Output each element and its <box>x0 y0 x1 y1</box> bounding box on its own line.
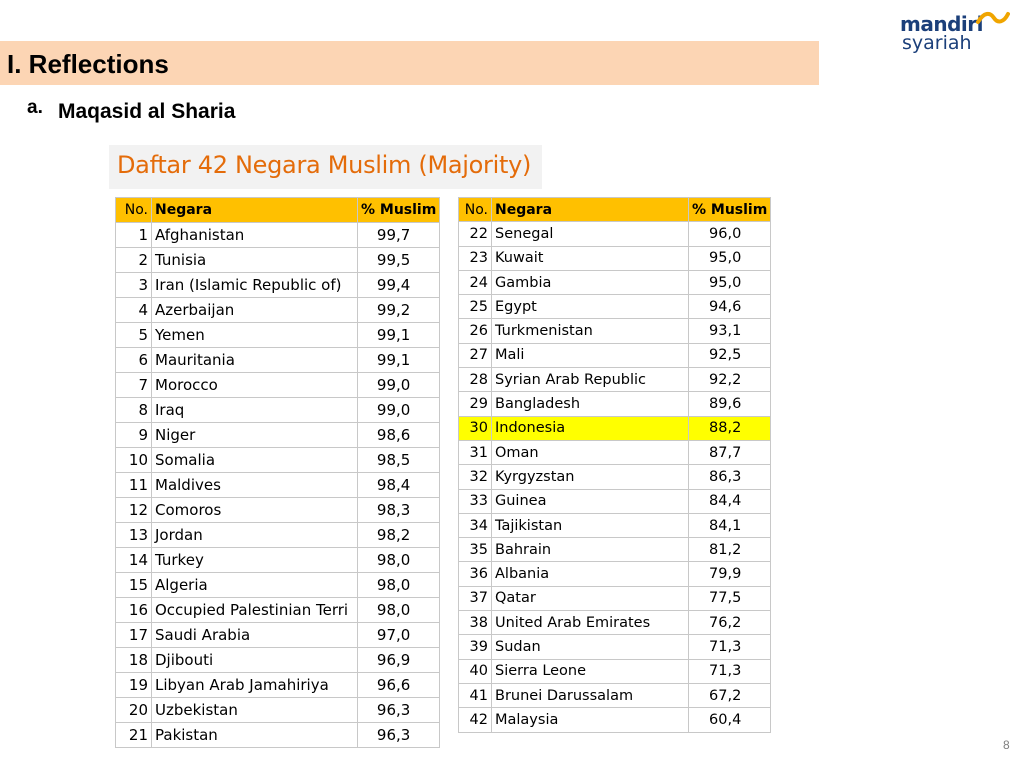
table-row <box>116 673 440 698</box>
row-number: 12 <box>116 498 152 523</box>
percent-cell: 99,0 <box>358 398 440 423</box>
row-number: 41 <box>459 683 492 707</box>
percent-cell: 71,3 <box>689 659 771 683</box>
row-number: 2 <box>116 248 152 273</box>
row-number: 42 <box>459 708 492 732</box>
row-number: 7 <box>116 373 152 398</box>
table-row <box>116 698 440 723</box>
country-cell: Mali <box>492 343 689 367</box>
row-number: 38 <box>459 611 492 635</box>
row-number: 4 <box>116 298 152 323</box>
percent-cell: 99,1 <box>358 323 440 348</box>
table-row <box>459 489 771 513</box>
country-cell: Saudi Arabia <box>152 623 358 648</box>
country-cell: Tajikistan <box>492 513 689 537</box>
table-row <box>116 348 440 373</box>
table-row <box>116 423 440 448</box>
table-row <box>116 448 440 473</box>
percent-cell: 76,2 <box>689 611 771 635</box>
row-number: 3 <box>116 273 152 298</box>
country-cell: Gambia <box>492 270 689 294</box>
muslim-countries-table-right <box>458 197 771 733</box>
country-cell: Azerbaijan <box>152 298 358 323</box>
country-cell: Pakistan <box>152 723 358 748</box>
table-row <box>116 248 440 273</box>
percent-cell: 99,0 <box>358 373 440 398</box>
percent-cell: 98,5 <box>358 448 440 473</box>
country-cell: Somalia <box>152 448 358 473</box>
percent-cell: 60,4 <box>689 708 771 732</box>
country-cell: Sierra Leone <box>492 659 689 683</box>
country-cell: Guinea <box>492 489 689 513</box>
muslim-countries-table-left <box>115 197 440 748</box>
table-caption: Daftar 42 Negara Muslim (Majority) <box>117 151 532 179</box>
country-cell: Iran (Islamic Republic of) <box>152 273 358 298</box>
mandiri-syariah-logo <box>896 8 1016 60</box>
country-cell: Yemen <box>152 323 358 348</box>
col-header-country: Negara <box>492 198 689 222</box>
row-number: 15 <box>116 573 152 598</box>
row-number: 29 <box>459 392 492 416</box>
table-row <box>459 586 771 610</box>
section-title: I. Reflections <box>7 49 169 79</box>
table-row <box>116 623 440 648</box>
percent-cell: 84,4 <box>689 489 771 513</box>
table-row <box>116 298 440 323</box>
country-cell: Sudan <box>492 635 689 659</box>
row-number: 8 <box>116 398 152 423</box>
country-cell: Libyan Arab Jamahiriya <box>152 673 358 698</box>
percent-cell: 99,5 <box>358 248 440 273</box>
country-cell: Syrian Arab Republic <box>492 368 689 392</box>
table-row <box>116 223 440 248</box>
country-cell: Qatar <box>492 586 689 610</box>
row-number: 21 <box>116 723 152 748</box>
percent-cell: 94,6 <box>689 295 771 319</box>
percent-cell: 98,0 <box>358 573 440 598</box>
percent-cell: 98,6 <box>358 423 440 448</box>
table-row <box>116 273 440 298</box>
table-row <box>116 398 440 423</box>
row-number: 9 <box>116 423 152 448</box>
table-row <box>459 708 771 732</box>
row-number: 1 <box>116 223 152 248</box>
row-number: 26 <box>459 319 492 343</box>
country-cell: Turkmenistan <box>492 319 689 343</box>
col-header-percent: % Muslim <box>358 198 440 223</box>
table-row <box>459 246 771 270</box>
country-cell: Turkey <box>152 548 358 573</box>
row-number: 22 <box>459 222 492 246</box>
percent-cell: 93,1 <box>689 319 771 343</box>
row-number: 17 <box>116 623 152 648</box>
table-row <box>459 222 771 246</box>
percent-cell: 84,1 <box>689 513 771 537</box>
percent-cell: 96,3 <box>358 698 440 723</box>
percent-cell: 96,9 <box>358 648 440 673</box>
table-row <box>116 723 440 748</box>
table-row-highlighted <box>459 416 771 440</box>
table-row <box>459 635 771 659</box>
sub-title: Maqasid al Sharia <box>58 100 236 123</box>
row-number: 13 <box>116 523 152 548</box>
table-row <box>459 659 771 683</box>
country-cell: United Arab Emirates <box>492 611 689 635</box>
row-number: 14 <box>116 548 152 573</box>
table-row <box>459 319 771 343</box>
percent-cell: 98,4 <box>358 473 440 498</box>
row-number: 28 <box>459 368 492 392</box>
country-cell: Egypt <box>492 295 689 319</box>
table-row <box>459 270 771 294</box>
table-header-row <box>459 198 771 222</box>
table-row <box>459 392 771 416</box>
row-number: 30 <box>459 416 492 440</box>
percent-cell: 79,9 <box>689 562 771 586</box>
country-cell: Algeria <box>152 573 358 598</box>
col-header-country: Negara <box>152 198 358 223</box>
percent-cell: 96,0 <box>689 222 771 246</box>
country-cell: Indonesia <box>492 416 689 440</box>
table-row <box>459 440 771 464</box>
percent-cell: 98,3 <box>358 498 440 523</box>
table-row <box>459 538 771 562</box>
row-number: 18 <box>116 648 152 673</box>
row-number: 34 <box>459 513 492 537</box>
country-cell: Niger <box>152 423 358 448</box>
country-cell: Brunei Darussalam <box>492 683 689 707</box>
country-cell: Albania <box>492 562 689 586</box>
row-number: 24 <box>459 270 492 294</box>
percent-cell: 98,2 <box>358 523 440 548</box>
row-number: 25 <box>459 295 492 319</box>
table-row <box>459 513 771 537</box>
country-cell: Mauritania <box>152 348 358 373</box>
percent-cell: 71,3 <box>689 635 771 659</box>
country-cell: Oman <box>492 440 689 464</box>
country-cell: Senegal <box>492 222 689 246</box>
table-row <box>459 562 771 586</box>
table-row <box>459 465 771 489</box>
country-cell: Morocco <box>152 373 358 398</box>
percent-cell: 81,2 <box>689 538 771 562</box>
country-cell: Occupied Palestinian Terri <box>152 598 358 623</box>
row-number: 27 <box>459 343 492 367</box>
row-number: 32 <box>459 465 492 489</box>
logo-text-syariah: syariah <box>902 32 972 54</box>
logo-text-mandiri: mandiri <box>900 12 983 36</box>
percent-cell: 77,5 <box>689 586 771 610</box>
row-number: 23 <box>459 246 492 270</box>
country-cell: Afghanistan <box>152 223 358 248</box>
col-header-no: No. <box>116 198 152 223</box>
logo-wave-icon <box>976 10 1010 26</box>
row-number: 36 <box>459 562 492 586</box>
percent-cell: 92,2 <box>689 368 771 392</box>
row-number: 11 <box>116 473 152 498</box>
col-header-no: No. <box>459 198 492 222</box>
table-row <box>116 648 440 673</box>
percent-cell: 99,2 <box>358 298 440 323</box>
table-row <box>116 498 440 523</box>
country-cell: Comoros <box>152 498 358 523</box>
percent-cell: 86,3 <box>689 465 771 489</box>
percent-cell: 99,1 <box>358 348 440 373</box>
percent-cell: 67,2 <box>689 683 771 707</box>
row-number: 20 <box>116 698 152 723</box>
sub-marker: a. <box>27 97 43 118</box>
row-number: 33 <box>459 489 492 513</box>
country-cell: Kyrgyzstan <box>492 465 689 489</box>
table-row <box>459 343 771 367</box>
row-number: 37 <box>459 586 492 610</box>
percent-cell: 92,5 <box>689 343 771 367</box>
table-row <box>116 373 440 398</box>
country-cell: Bahrain <box>492 538 689 562</box>
table-row <box>116 573 440 598</box>
percent-cell: 89,6 <box>689 392 771 416</box>
country-cell: Djibouti <box>152 648 358 673</box>
percent-cell: 87,7 <box>689 440 771 464</box>
percent-cell: 99,7 <box>358 223 440 248</box>
row-number: 19 <box>116 673 152 698</box>
percent-cell: 98,0 <box>358 548 440 573</box>
percent-cell: 97,0 <box>358 623 440 648</box>
country-cell: Tunisia <box>152 248 358 273</box>
table-row <box>116 598 440 623</box>
percent-cell: 95,0 <box>689 270 771 294</box>
row-number: 39 <box>459 635 492 659</box>
table-header-row <box>116 198 440 223</box>
percent-cell: 96,6 <box>358 673 440 698</box>
percent-cell: 96,3 <box>358 723 440 748</box>
percent-cell: 99,4 <box>358 273 440 298</box>
country-cell: Uzbekistan <box>152 698 358 723</box>
table-row <box>459 368 771 392</box>
row-number: 6 <box>116 348 152 373</box>
country-cell: Maldives <box>152 473 358 498</box>
country-cell: Bangladesh <box>492 392 689 416</box>
table-row <box>116 473 440 498</box>
table-row <box>116 548 440 573</box>
percent-cell: 88,2 <box>689 416 771 440</box>
table-row <box>459 683 771 707</box>
row-number: 40 <box>459 659 492 683</box>
table-row <box>459 295 771 319</box>
country-cell: Malaysia <box>492 708 689 732</box>
col-header-percent: % Muslim <box>689 198 771 222</box>
percent-cell: 98,0 <box>358 598 440 623</box>
table-row <box>459 611 771 635</box>
row-number: 10 <box>116 448 152 473</box>
page-number: 8 <box>1003 738 1010 752</box>
country-cell: Jordan <box>152 523 358 548</box>
row-number: 31 <box>459 440 492 464</box>
row-number: 35 <box>459 538 492 562</box>
table-row <box>116 523 440 548</box>
row-number: 5 <box>116 323 152 348</box>
percent-cell: 95,0 <box>689 246 771 270</box>
country-cell: Kuwait <box>492 246 689 270</box>
country-cell: Iraq <box>152 398 358 423</box>
row-number: 16 <box>116 598 152 623</box>
table-row <box>116 323 440 348</box>
